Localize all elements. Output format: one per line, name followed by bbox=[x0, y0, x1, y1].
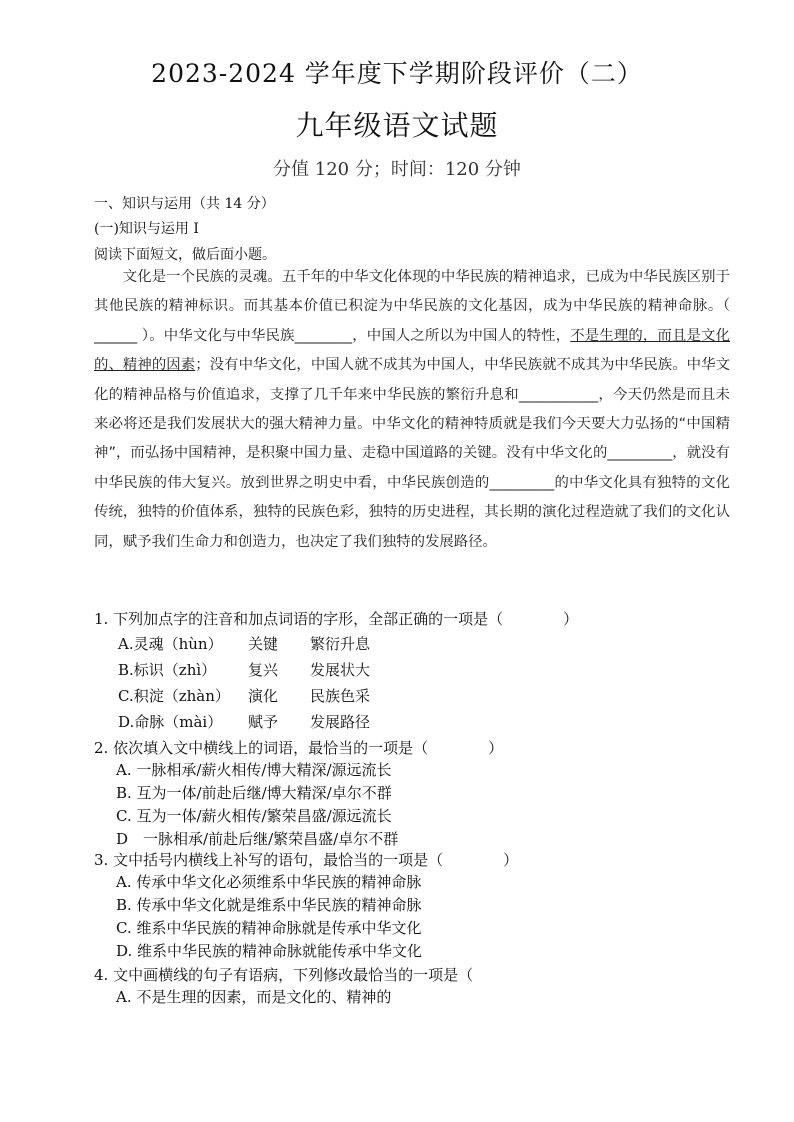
option-a: A. 传承中华文化必须维系中华民族的精神命脉 bbox=[116, 873, 422, 891]
option-b: B. 互为一体/前赴后继/博大精深/卓尔不群 bbox=[116, 784, 392, 802]
question-4 bbox=[94, 964, 734, 1009]
question-2 bbox=[94, 737, 734, 851]
option-c: C. 维系中华民族的精神命脉就是传承中华文化 bbox=[116, 919, 422, 937]
option-d: D. 维系中华民族的精神命脉就能传承中华文化 bbox=[116, 942, 423, 960]
option-a bbox=[94, 631, 734, 657]
option-c bbox=[94, 683, 734, 709]
subsection-heading: (一)知识与运用 I bbox=[94, 221, 199, 237]
option-d-word2: 赋予 bbox=[248, 713, 279, 731]
option-a-word3: 繁衍升息 bbox=[310, 635, 371, 653]
passage-text-part2: ；没有中华文化，中国人就不成其为中国人，中华民族就不成其为中华民族。中华文化的精神品格与价值追求，支撑了几千年来中华民族的繁衍升息和___________，今天仍然是而且未来必将还是我们发展状大的强大精神力量。中华文化的精神特质就是我们今天要大力弘扬的“中国精神”，而弘扬中国精神，是积聚中国力量、走稳中国道路的关键。没有中华文化的_________，就没有中华民族的伟大复兴。放到世界之明史中看，中华民族创造的_________的中华文化具有独特的文化传统，独特的价值体系，独特的民族色彩，独特的历史进程，其长期的演化过程造就了我们的文化认同，赋予我们生命力和创造力，也决定了我们独特的发展路径。 bbox=[94, 357, 730, 550]
option-b-word2: 复兴 bbox=[248, 661, 279, 679]
question-stem: 3. 文中括号内横线上补写的语句，最恰当的一项是（ ） bbox=[94, 851, 519, 869]
question-stem: 1. 下列加点字的注音和加点词语的字形，全部正确的一项是（ ） bbox=[94, 610, 579, 628]
section-heading: 一、知识与运用（共 14 分） bbox=[94, 196, 275, 212]
option-c-word1: C.积淀（zhàn） bbox=[118, 687, 230, 705]
option-b-word1: B.标识（zhì） bbox=[118, 661, 217, 679]
option-d-word3: 发展路径 bbox=[310, 713, 371, 731]
underlined-sentence: 不是生理的，而且是文化的、精神的因素 bbox=[94, 327, 730, 374]
option-a-word1: A.灵魂（hùn） bbox=[118, 635, 223, 653]
passage-text-part1: 文化是一个民族的灵魂。五千年的中华文化体现的中华民族的精神追求，已成为中华民族区别于其他民族的精神标识。而其基本价值已积淀为中华民族的文化基因，成为中华民族的精神命脉。（ ______ ）。中华文化与中华民族________，中国人之所以为中国人的特性， bbox=[94, 269, 730, 344]
option-b bbox=[94, 657, 734, 683]
question-3 bbox=[94, 849, 734, 963]
question-1 bbox=[94, 607, 734, 735]
option-a: A. 一脉相承/薪火相传/博大精深/源远流长 bbox=[116, 761, 392, 779]
option-a: A. 不是生理的因素，而是文化的、精神的 bbox=[116, 988, 392, 1006]
reading-instruction: 阅读下面短文，做后面小题。 bbox=[94, 247, 276, 263]
option-d bbox=[94, 709, 734, 735]
option-c-word3: 民族色采 bbox=[310, 687, 371, 705]
option-c: C. 互为一体/薪火相传/繁荣昌盛/源远流长 bbox=[116, 807, 392, 825]
option-a-word2: 关键 bbox=[248, 635, 279, 653]
option-b: B. 传承中华文化就是维系中华民族的精神命脉 bbox=[116, 896, 422, 914]
option-d-word1: D.命脉（mài） bbox=[118, 713, 223, 731]
score-time-line: 分值 120 分；时间：120 分钟 bbox=[273, 159, 521, 180]
exam-subtitle: 九年级语文试题 bbox=[295, 109, 499, 142]
question-stem: 4. 文中画横线的句子有语病，下列修改最恰当的一项是（ bbox=[94, 966, 474, 984]
option-b-word3: 发展状大 bbox=[310, 661, 371, 679]
reading-passage bbox=[94, 263, 730, 557]
option-c-word2: 演化 bbox=[248, 687, 279, 705]
passage-paragraph bbox=[94, 263, 730, 557]
question-stem: 2. 依次填入文中横线上的词语，最恰当的一项是（ ） bbox=[94, 739, 504, 757]
option-d: D 一脉相承/前赴后继/繁荣昌盛/卓尔不群 bbox=[116, 830, 399, 848]
exam-title: 2023-2024 学年度下学期阶段评价（二） bbox=[151, 59, 643, 88]
